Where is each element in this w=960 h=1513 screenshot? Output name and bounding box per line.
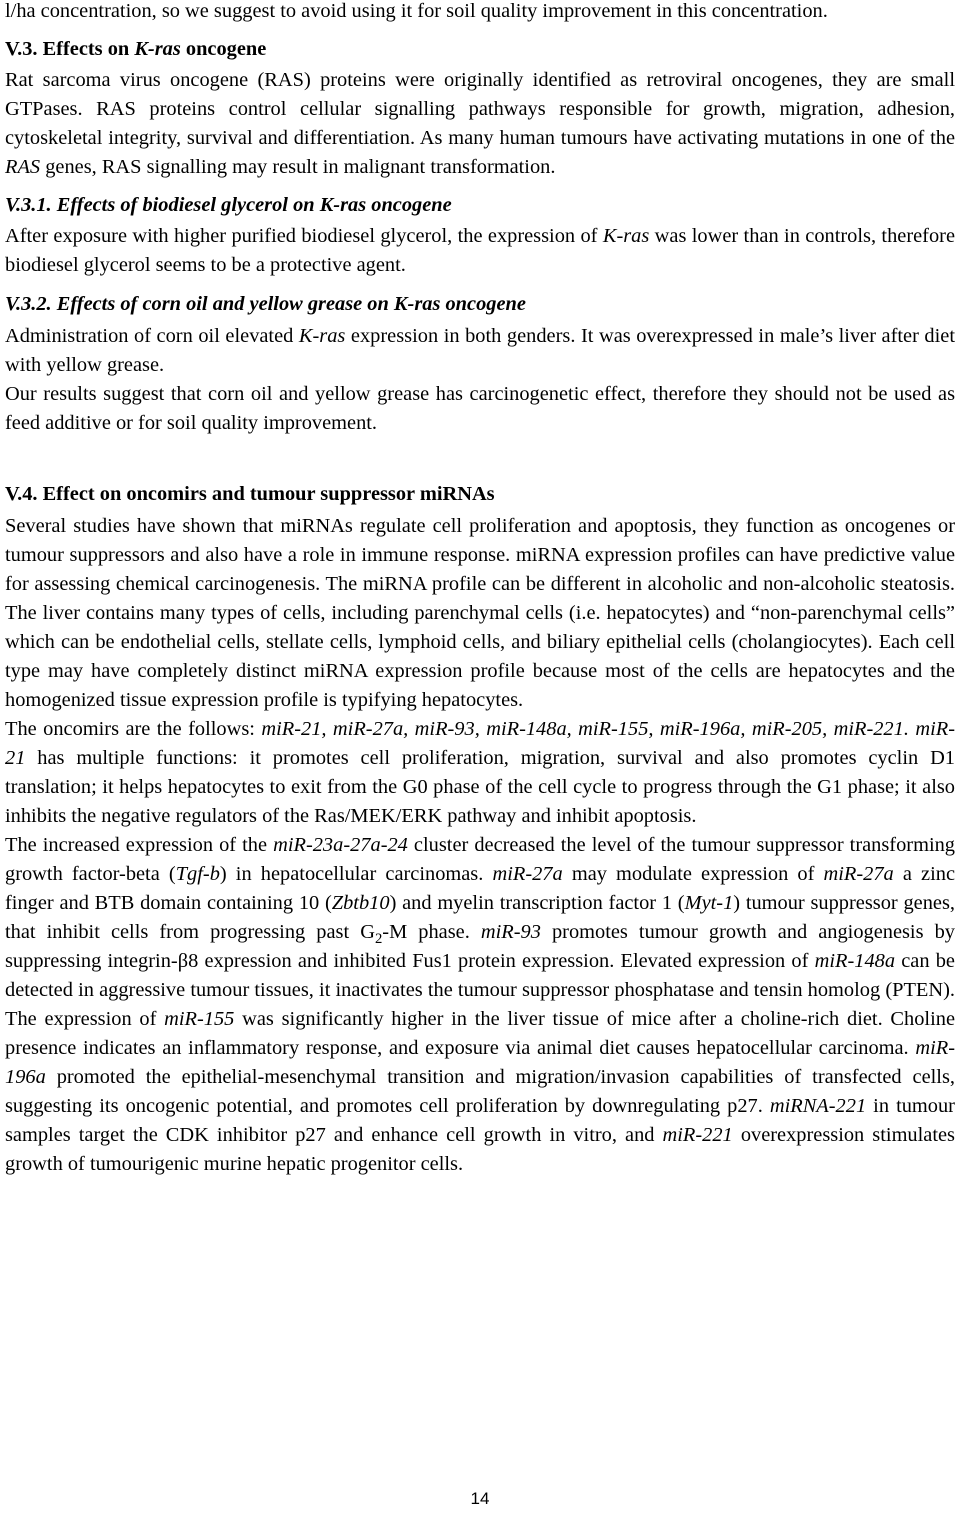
- text: ) in hepatocellular carcinomas.: [219, 863, 493, 885]
- page-number: 14: [470, 1489, 490, 1508]
- text: ) tumour suppressor genes, that inhibit cells from progressing past G: [5, 892, 955, 943]
- heading-v3: [5, 35, 955, 64]
- mirna-italic: miR-23a-27a-24: [273, 834, 408, 856]
- text: genes, RAS signalling may result in malignant transformation.: [40, 156, 556, 178]
- gene-italic: K-ras: [602, 225, 650, 247]
- text: in tumour samples target the CDK inhibitor p27 and enhance cell growth in vitro, and: [5, 1095, 955, 1146]
- mirna-italic: miR-27a: [492, 863, 563, 885]
- text: ) and myelin transcription factor 1 (: [389, 892, 685, 914]
- paragraph-corn-oil: [5, 322, 955, 380]
- text: After exposure with higher purified biodiesel glycerol, the expression of: [5, 225, 603, 247]
- gene-italic: K-ras: [298, 325, 346, 347]
- subscript: 2: [374, 931, 383, 948]
- mirna-italic: miR-93: [480, 921, 541, 943]
- text: promotes tumour growth and angiogenesis by suppressing integrin-β8 expression and inhibited Fus1 protein expression. Elevated expression of: [5, 921, 955, 972]
- mirna-italic: miR-221: [662, 1124, 733, 1146]
- mirna-italic: miR-27a: [823, 863, 894, 885]
- text: was significantly higher in the liver tissue of mice after a choline-rich diet. Choline presence indicates an inflammatory response, and exposure via animal diet causes hepatocellular carcinoma.: [5, 1008, 955, 1059]
- mirna-italic: miR-148a: [814, 950, 896, 972]
- paragraph-conclusion: Our results suggest that corn oil and yellow grease has carcinogenetic effect, therefore they should not be used as feed additive or for soil quality improvement.: [5, 383, 955, 434]
- heading-v32: V.3.2. Effects of corn oil and yellow grease on K-ras oncogene: [5, 293, 526, 315]
- mirna-list: miR-21, miR-27a, miR-93, miR-148a, miR-155, miR-196a, miR-205, miR-221.: [261, 718, 909, 740]
- text: expression in both genders. It was overexpressed in male’s liver after diet with yellow grease.: [5, 325, 956, 376]
- paragraph-biodiesel: [5, 222, 955, 280]
- heading-text: V.3. Effects on: [5, 38, 135, 60]
- heading-v31: V.3.1. Effects of biodiesel glycerol on K-ras oncogene: [5, 194, 452, 216]
- mirna-italic: miRNA-221: [769, 1095, 867, 1117]
- text: The increased expression of the: [5, 834, 274, 856]
- continued-paragraph: [5, 0, 955, 26]
- text: -M phase.: [382, 921, 481, 943]
- text: has multiple functions: it promotes cell proliferation, migration, survival and also promotes cyclin D1 translation; it helps hepatocytes to exit from the G0 phase of the cell cycle to progress through the G1 phase; it also inhibits the negative regulators of the Ras/MEK/ERK pathway and inhibit apoptosis.: [5, 747, 955, 827]
- text: a zinc finger and BTB domain containing 10 (: [5, 863, 956, 914]
- gene-italic: Tgf-b: [175, 863, 220, 885]
- heading-text: oncogene: [180, 38, 267, 60]
- text: The oncomirs are the follows:: [5, 718, 262, 740]
- text: l/ha concentration, so we suggest to avoid using it for soil quality improvement in this concentration.: [5, 0, 828, 22]
- document-page: [5, 0, 955, 1179]
- gene-italic: Myt-1: [684, 892, 734, 914]
- heading-gene: K-ras: [134, 38, 181, 60]
- text: promoted the epithelial-mesenchymal transition and migration/invasion capabilities of transfected cells, suggesting its oncogenic potential, and promotes cell proliferation by downregulating p27.: [5, 1066, 955, 1117]
- text: Rat sarcoma virus oncogene (RAS) proteins were originally identified as retroviral oncogenes, they are small GTPases. RAS proteins control cellular signalling pathways responsible for growth, migration, adhesion, cytoskeletal integrity, survival and differentiation. As many human tumours have activating mutations in one of the: [5, 69, 955, 149]
- text: can be detected in aggressive tumour tissues, it inactivates the tumour suppressor phosphatase and tensin homolog (PTEN). The expression of: [5, 950, 955, 1030]
- paragraph-oncomirs: [5, 715, 955, 831]
- paragraph-cluster: [5, 831, 955, 1179]
- text: may modulate expression of: [562, 863, 824, 885]
- text: Administration of corn oil elevated: [5, 325, 299, 347]
- gene-italic: Zbtb10: [331, 892, 390, 914]
- mirna-italic: miR-155: [164, 1008, 235, 1030]
- paragraph-mirnas: Several studies have shown that miRNAs regulate cell proliferation and apoptosis, they function as oncogenes or tumour suppressors and also have a role in immune response. miRNA expression profiles can have predictive value for assessing chemical carcinogenesis. The miRNA profile can be different in alcoholic and non-alcoholic steatosis. The liver contains many types of cells, including parenchymal cells (i.e. hepatocytes) and “non-parenchymal cells” which can be endothelial cells, stellate cells, lymphoid cells, and biliary epithelial cells (cholangiocytes). Each cell type may have completely distinct miRNA expression profile because most of the cells are hepatocytes and the homogenized tissue expression profile is typifying hepatocytes.: [5, 515, 955, 711]
- text: was lower than in controls, therefore biodiesel glycerol seems to be a protective agent.: [5, 225, 955, 276]
- text: cluster decreased the level of the tumour suppressor transforming growth factor-beta (: [5, 834, 956, 885]
- heading-v4: V.4. Effect on oncomirs and tumour suppressor miRNAs: [5, 483, 495, 505]
- mirna-italic: miR-21: [5, 718, 956, 769]
- paragraph-ras: [5, 66, 955, 182]
- mirna-italic: miR-196a: [5, 1037, 955, 1088]
- gene-italic: RAS: [5, 156, 41, 178]
- text: overexpression stimulates growth of tumourigenic murine hepatic progenitor cells.: [5, 1124, 955, 1175]
